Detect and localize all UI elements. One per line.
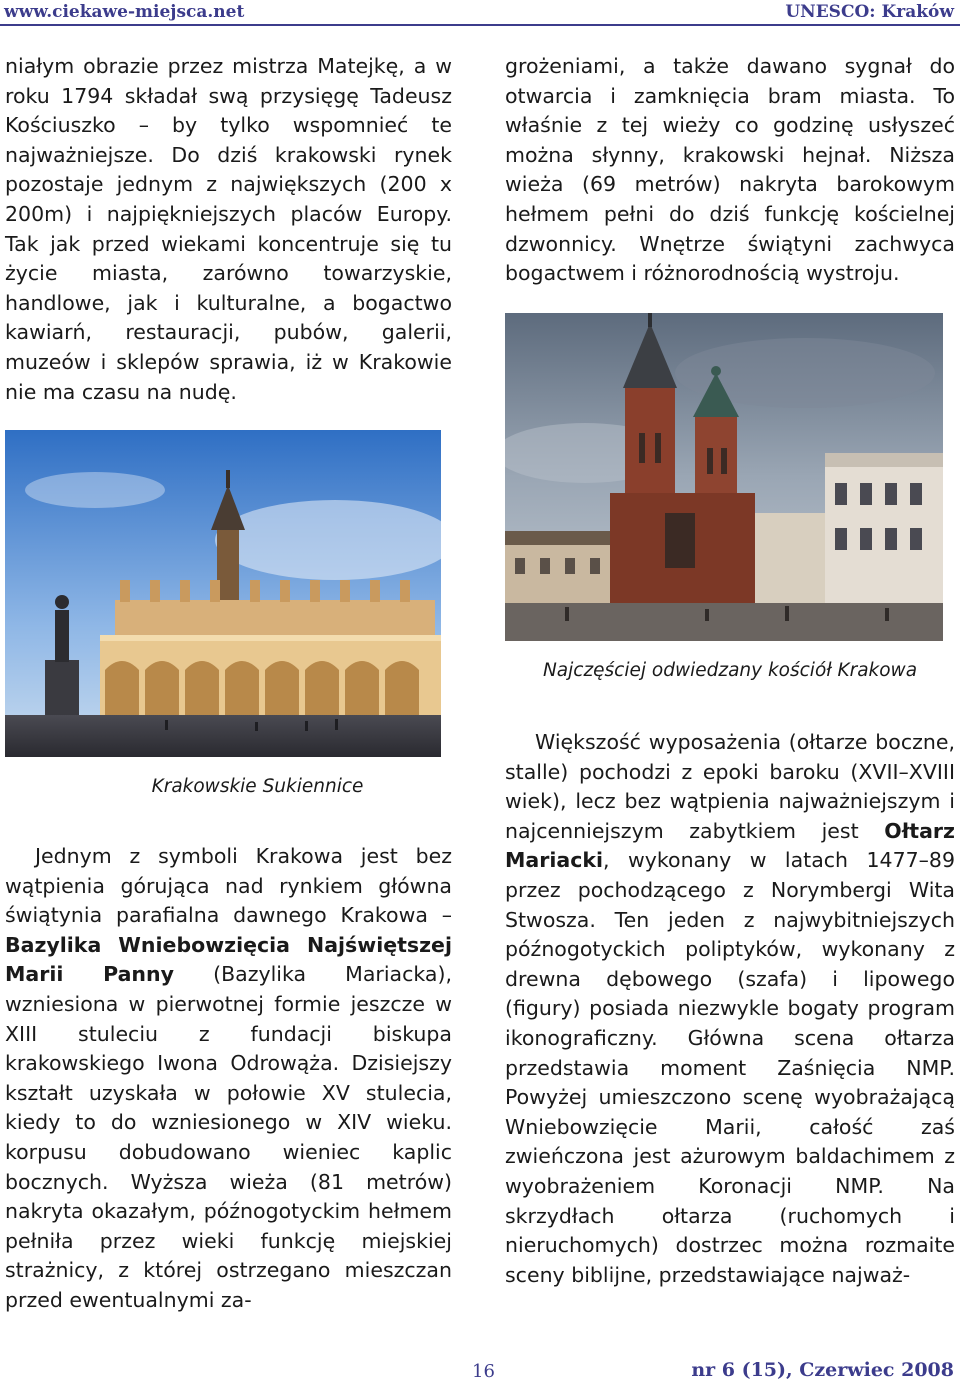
paragraph: Większość wyposażenia (ołtarze boczne, stalle) pochodzi z epoki baroku (XVII–XVIII wiek), lecz bez wątpienia najważniejszym i najcenniejszym zabytkiem jest Ołtarz Mariacki, wykonany w latach 1477–89 przez pochodzącego z Norymbergi Wita Stwosza. Ten jeden z najwybitniejszych późnogotyckich poliptyków, wykonany z drewna dębowego (szafa) i lipowego (figury) posiada niezwykle bogaty program ikonograficzny. Główna scena ołtarza przedstawia moment Zaśnięcia NMP. Powyżej umieszczono scenę wyobrażającą Wniebowzięcie Marii, całość zaś zwieńczona jest ażurowym baldachimem z wyobrażeniem Koronacji NMP. Na skrzydłach ołtarza (ruchomych i nieruchomych) dostrzec można rozmaite sceny biblijne, przedstawiające najważ- bbox=[505, 730, 955, 1287]
text-column-top-right bbox=[505, 52, 955, 289]
photo-caption: Najczęściej odwiedzany kościół Krakowa bbox=[542, 660, 918, 681]
paragraph: grożeniami, a także dawano sygnał do otwarcia i zamknięcia bram miasta. To właśnie z tej wieży co godzinę usłyszeć można słynny, krakowski hejnał. Niższa wieża (69 metrów) nakryta barokowym hełmem pełni do dziś funkcję kościelnej dzwonnicy. Wnętrze świątyni zachwyca bogactwem i różnorodnością wystroju. bbox=[505, 54, 955, 286]
text-column-bottom-left bbox=[5, 842, 452, 1316]
photo-sukiennice bbox=[5, 430, 441, 757]
photo-caption: Krakowskie Sukiennice bbox=[151, 776, 364, 797]
text-column-bottom-right bbox=[505, 728, 955, 1290]
page-number: 16 bbox=[472, 1361, 495, 1382]
paragraph: niałym obrazie przez mistrza Matejkę, a w roku 1794 składał swą przysięgę Tadeusz Kościuszko – by tylko wspomnieć te najważniejsze. Do dziś krakowski rynek pozostaje jednym z największych (200 x 200m) i najpiękniejszych placów Europy. Tak jak przed wiekami koncentruje się tu życie miasta, zarówno towarzyskie, handlowe, jak i kulturalne, a bogactwo kawiarń, restauracji, pubów, galerii, muzeów i sklepów sprawia, iż w Krakowie nie ma czasu na nudę. bbox=[5, 54, 452, 404]
page-header bbox=[0, 0, 960, 26]
paragraph: Jednym z symboli Krakowa jest bez wątpienia górująca nad rynkiem główna świątynia parafialna dawnego Krakowa – Bazylika Wniebowzięcia Najświętszej Marii Panny (Bazylika Mariacka), wzniesiona w pierwotnej formie jeszcze w XIII stuleciu z fundacji biskupa krakowskiego Iwona Odrowąża. Dzisiejszy kształt uzyskała w połowie XV stulecia, kiedy to do wzniesionego w XIV wieku. korpusu dobudowano wieniec kaplic bocznych. Wyższa wieża (81 metrów) nakryta okazałym, późnogotyckim hełmem pełniła przez wieki funkcję miejskiej strażnicy, z której ostrzegano mieszczan przed ewentualnymi za- bbox=[5, 844, 452, 1312]
photo-mariacka bbox=[505, 313, 943, 641]
bold-term: Ołtarz Mariacki bbox=[505, 818, 955, 873]
header-rule bbox=[0, 24, 960, 26]
issue-label: nr 6 (15), Czerwiec 2008 bbox=[691, 1359, 954, 1381]
bold-term: Bazylika Wniebowzięcia Najświętszej Marii Panny bbox=[5, 932, 452, 987]
text-column-top-left bbox=[5, 52, 452, 407]
section-title: UNESCO: Kraków bbox=[785, 2, 954, 22]
site-url[interactable]: www.ciekawe-miejsca.net bbox=[4, 2, 245, 22]
